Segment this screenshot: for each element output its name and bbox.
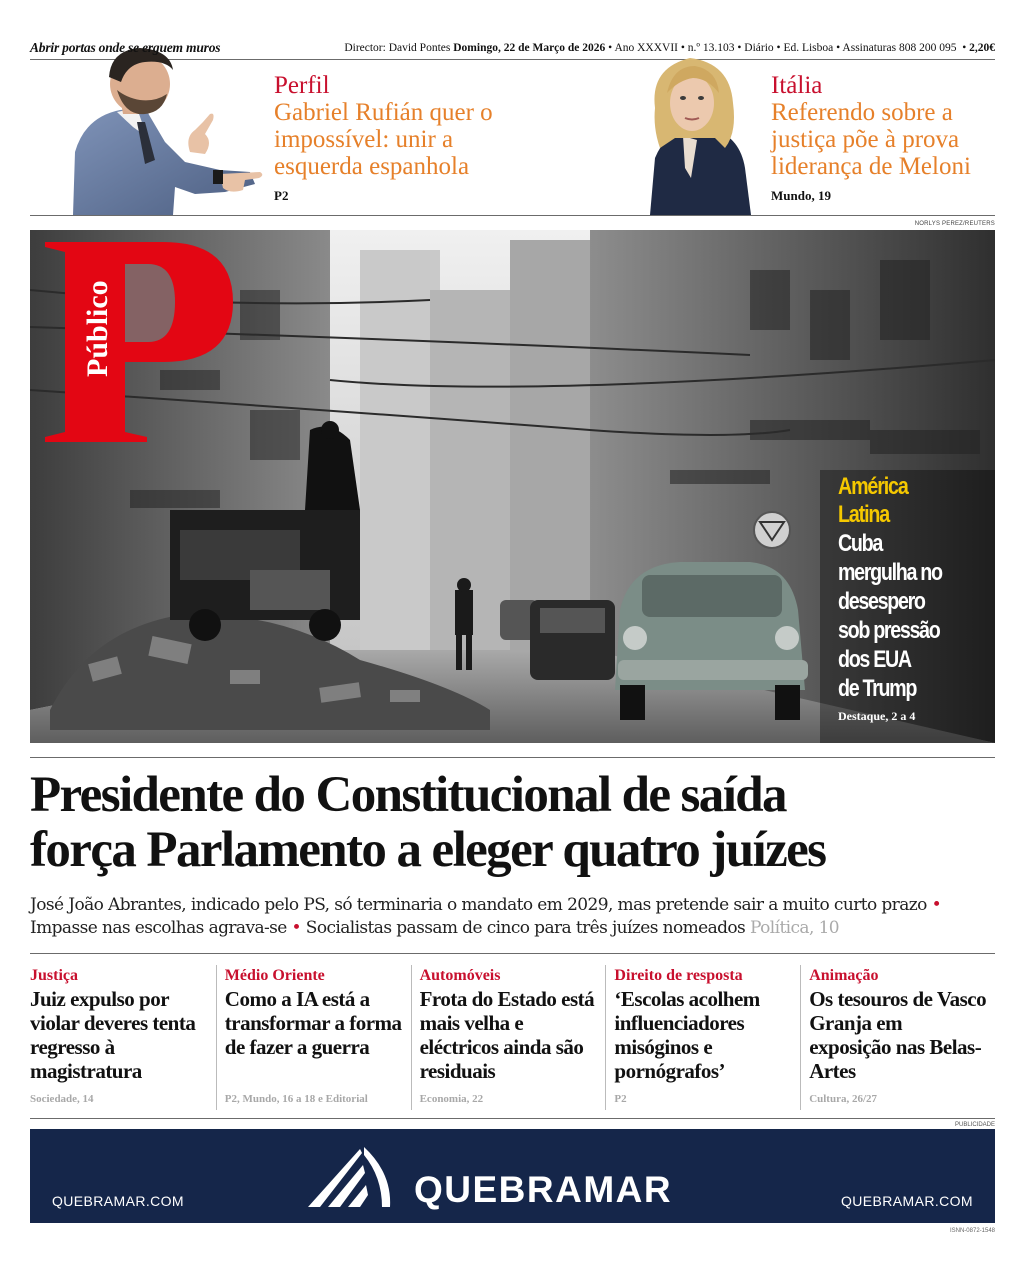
hero-photo[interactable]: [30, 230, 995, 743]
divider: [30, 757, 995, 758]
quebramar-sail-icon: [308, 1143, 396, 1207]
bullet: •: [291, 918, 301, 938]
story-headline: Como a IA está a transformar a forma de fazer a guerra: [224, 987, 402, 1059]
story-animacao[interactable]: [800, 965, 995, 1110]
story-page-ref: P2, Mundo, 16 a 18 e Editorial: [224, 1093, 368, 1105]
issn: ISNN-0872-1548: [949, 1228, 995, 1234]
teaser-kicker: Perfil: [274, 72, 330, 99]
standfirst-bullet: Socialistas passam de cinco para três juízes nomeados: [305, 918, 746, 938]
divider: [30, 1118, 995, 1119]
story-medio-oriente[interactable]: [216, 965, 411, 1110]
story-direito-de-resposta[interactable]: [605, 965, 800, 1110]
director: Director: David Pontes: [344, 42, 451, 54]
teaser-kicker: Itália: [771, 72, 823, 99]
lead-headline-line: força Parlamento a eleger quatro juízes: [30, 822, 826, 878]
price: 2,20€: [969, 42, 995, 54]
side-headline-line: sob pressão: [838, 617, 940, 644]
teaser-photo-italia[interactable]: [645, 48, 755, 215]
side-headline-line: mergulha no: [838, 559, 942, 586]
teaser-italia[interactable]: [771, 72, 1001, 204]
lead-standfirst: [30, 894, 1005, 940]
story-page-ref: P2: [614, 1093, 627, 1105]
side-headline-line: Cuba: [838, 530, 882, 557]
ad-label: PUBLICIDADE: [954, 1122, 995, 1128]
story-strip: [30, 965, 995, 1110]
side-kicker-line: América: [838, 473, 908, 500]
photo-woman: [645, 48, 755, 215]
story-page-ref: Cultura, 26/27: [809, 1093, 878, 1105]
story-headline: Juiz expulso por violar deveres tenta regresso à magistratura: [30, 987, 196, 1083]
story-page-ref: Sociedade, 14: [30, 1093, 94, 1105]
side-story-america-latina[interactable]: [838, 473, 988, 724]
story-page-ref: Economia, 22: [419, 1093, 484, 1105]
teaser-headline[interactable]: Gabriel Rufián quer o impossível: unir a esquerda espanhola: [274, 99, 493, 180]
advertisement-quebramar[interactable]: [30, 1129, 995, 1223]
ad-url-right[interactable]: QUEBRAMAR.COM: [841, 1193, 973, 1209]
side-headline-line: dos EUA: [838, 646, 911, 673]
lead-headline[interactable]: [30, 768, 1005, 878]
side-page-ref: Destaque, 2 a 4: [838, 709, 916, 723]
logo-wordmark: Público: [81, 280, 114, 377]
story-headline: Os tesouros de Vasco Granja em exposição nas Belas-Artes: [809, 987, 987, 1083]
story-justica[interactable]: [30, 965, 216, 1110]
story-kicker: Automóveis: [419, 967, 501, 984]
date: Domingo, 22 de Março de 2026: [453, 42, 606, 54]
standfirst-text: José João Abrantes, indicado pelo PS, só terminaria o mandato em 2029, mas pretende sair a muito curto prazo: [30, 895, 927, 915]
lead-headline-line: Presidente do Constitucional de saída: [30, 767, 786, 823]
lead-page-ref: Política, 10: [749, 918, 840, 938]
dateline: Director: David Pontes Domingo, 22 de Março de 2026 • Ano XXXVII • n.º 13.103 • Diário • Ed. Lisboa • Assinaturas 808 200 095 • 2,20€: [344, 42, 995, 54]
side-headline-line: desespero: [838, 588, 925, 615]
ad-url-left[interactable]: QUEBRAMAR.COM: [52, 1193, 184, 1209]
photo-credit: NORLYS PEREZ/REUTERS: [914, 221, 995, 227]
bullet: •: [931, 895, 941, 915]
teaser-page-ref: Mundo, 19: [771, 188, 831, 203]
ad-brand: QUEBRAMAR: [414, 1169, 673, 1210]
slogan: Abrir portas onde se erguem muros: [30, 40, 221, 55]
teaser-page-ref: P2: [274, 188, 289, 203]
divider: [30, 215, 995, 216]
edition: Ed. Lisboa: [783, 42, 834, 54]
publico-logo[interactable]: [43, 242, 233, 442]
masthead-line: [30, 38, 995, 58]
standfirst-bullet: Impasse nas escolhas agrava-se: [30, 918, 287, 938]
divider: [30, 953, 995, 954]
side-headline-line: de Trump: [838, 675, 917, 702]
teaser-photo-perfil[interactable]: [45, 42, 265, 215]
story-kicker: Animação: [809, 967, 879, 984]
photo-man-pointing: [45, 42, 265, 215]
story-automoveis[interactable]: [411, 965, 606, 1110]
frequency: Diário: [744, 42, 774, 54]
story-kicker: Direito de resposta: [614, 967, 743, 984]
story-kicker: Justiça: [30, 967, 78, 984]
year: Ano XXXVII: [614, 42, 678, 54]
issue-number: n.º 13.103: [687, 42, 735, 54]
story-headline: Frota do Estado está mais velha e eléctricos ainda são residuais: [419, 987, 595, 1083]
subscriptions: Assinaturas 808 200 095: [842, 42, 957, 54]
teaser-perfil[interactable]: [274, 72, 524, 204]
side-kicker-line: Latina: [838, 501, 890, 528]
story-kicker: Médio Oriente: [224, 967, 325, 984]
teaser-headline[interactable]: Referendo sobre a justiça põe à prova liderança de Meloni: [771, 99, 971, 180]
story-headline: ‘Escolas acolhem influenciadores misóginos e pornógrafos’: [614, 987, 760, 1083]
